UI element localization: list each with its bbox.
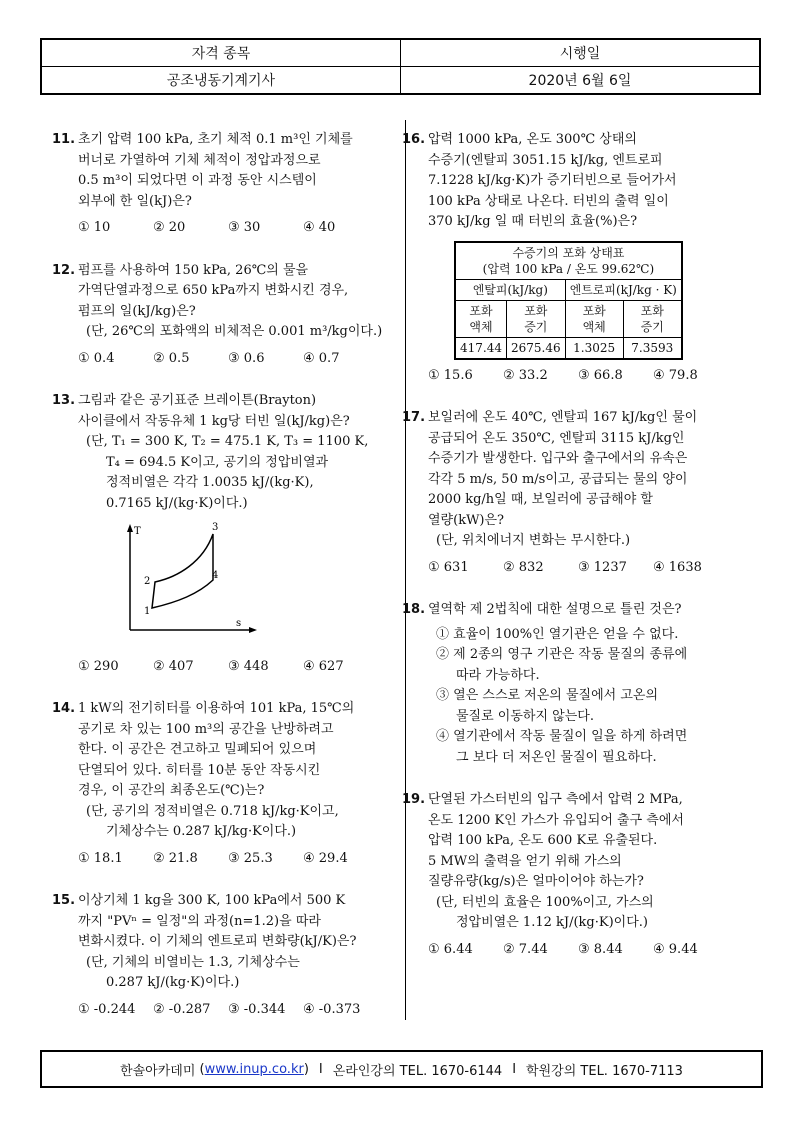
question-14	[52, 699, 396, 869]
question-condition: (단, 공기의 정적비열은 0.718 kJ/kg·K이고,	[86, 803, 339, 819]
question-text-line: 5 MW의 출력을 얻기 위해 가스의	[428, 853, 622, 869]
table-title-text: 수증기의 포화 상태표	[512, 245, 625, 260]
footer: 한솔아카데미 ( www.inup.co.kr ) I 온라인강의 TEL. 1670-6144 I 학원강의 TEL. 1670-7113	[40, 1050, 763, 1088]
option-4[interactable]: ④ 627	[303, 658, 344, 674]
table-cell: 7.3593	[623, 337, 682, 359]
answer-options	[78, 849, 396, 870]
column-divider	[405, 120, 406, 1020]
question-text-line: 보일러에 온도 40℃, 엔탈피 167 kJ/kg인 물이	[428, 410, 698, 425]
state-point-1: 1	[144, 606, 151, 617]
question-18	[402, 600, 758, 768]
question-condition: 0.287 kJ/(kg·K)이다.)	[106, 975, 240, 990]
question-number: 16.	[402, 132, 426, 147]
question-text-line: 수증기(엔탈피 3051.15 kJ/kg, 엔트로피	[428, 152, 663, 168]
question-text-line: 공기로 차 있는 100 m³의 공간을 난방하려고	[78, 721, 334, 737]
option-1[interactable]: ① 18.1	[78, 850, 123, 866]
question-text-line: 질량유량(kg/s)은 얼마이어야 하는가?	[428, 874, 644, 889]
question-text-line: 370 kJ/kg 일 때 터빈의 효율(%)은?	[428, 214, 638, 229]
option-3[interactable]: ③ 8.44	[578, 941, 623, 957]
option-2[interactable]: ② 832	[503, 559, 544, 575]
answer-options	[78, 218, 396, 239]
table-cell: 1.3025	[565, 337, 623, 359]
question-text-line: 공급되어 온도 350℃, 엔탈피 3115 kJ/kg인	[428, 430, 685, 446]
question-condition: T₄ = 694.5 K이고, 공기의 정압비열과	[106, 454, 329, 470]
footer-separator: I	[512, 1061, 517, 1077]
subheader-line: 증기	[640, 319, 664, 334]
subheader-line: 포화	[582, 303, 606, 318]
question-condition: (단, 기체의 비열비는 1.3, 기체상수는	[86, 954, 300, 970]
header-table	[40, 38, 761, 95]
header-label-subject: 자격 종목	[41, 39, 401, 67]
header-label-date: 시행일	[401, 39, 761, 67]
choice-3-cont: 물질로 이동하지 않는다.	[456, 708, 594, 724]
footer-offline: 학원강의 TEL. 1670-7113	[526, 1063, 683, 1079]
question-number: 17.	[402, 410, 426, 425]
footer-url-link[interactable]: www.inup.co.kr	[204, 1061, 304, 1077]
option-1[interactable]: ① 10	[78, 220, 111, 235]
axis-label-t: T	[134, 526, 141, 537]
question-number: 11.	[52, 132, 76, 147]
question-text-line: 외부에 한 일(kJ)은?	[78, 193, 192, 209]
header-subject: 공조냉동기계기사	[41, 67, 401, 95]
question-13	[52, 391, 396, 677]
question-11	[52, 130, 396, 239]
question-text-line: 100 kPa 상태로 나온다. 터빈의 출력 일이	[428, 193, 669, 209]
option-3[interactable]: ③ 448	[228, 658, 269, 674]
question-number: 12.	[52, 262, 76, 278]
option-1[interactable]: ① 6.44	[428, 941, 473, 957]
table-subheader	[455, 300, 507, 337]
table-subheader	[623, 300, 682, 337]
option-1[interactable]: ① 15.6	[428, 367, 473, 383]
table-cell: 2675.46	[507, 337, 566, 359]
table-header-enthalpy: 엔탈피(kJ/kg)	[455, 279, 565, 300]
question-text-line: 그림과 같은 공기표준 브레이튼(Brayton)	[78, 393, 317, 408]
option-2[interactable]: ② 7.44	[503, 941, 548, 957]
question-condition: 정압비열은 1.12 kJ/(kg·K)이다.)	[456, 915, 648, 930]
right-column	[402, 130, 758, 960]
question-text-line: 까지 "PVⁿ = 일정"의 과정(n=1.2)을 따라	[78, 913, 321, 929]
question-text-line: 각각 5 m/s, 50 m/s이고, 공급되는 물의 양이	[428, 471, 688, 487]
question-text-line: 압력 100 kPa, 온도 600 K로 유출된다.	[428, 833, 658, 848]
choice-2-cont: 따라 가능하다.	[456, 667, 540, 683]
choice-1[interactable]: ① 효율이 100%인 열기관은 얻을 수 없다.	[436, 626, 679, 642]
question-text-line: 수증기가 발생한다. 입구와 출구에서의 유속은	[428, 451, 688, 466]
question-text-line: 온도 1200 K인 가스가 유입되어 출구 측에서	[428, 812, 684, 828]
option-3[interactable]: ③ 1237	[578, 559, 627, 575]
question-text-line: 0.5 m³이 되었다면 이 과정 동안 시스템이	[78, 173, 317, 188]
question-condition: (단, T₁ = 300 K, T₂ = 475.1 K, T₃ = 1100 K,	[86, 434, 369, 449]
answer-options	[428, 366, 758, 387]
option-3[interactable]: ③ 25.3	[228, 850, 273, 866]
question-condition: (단, 위치에너지 변화는 무시한다.)	[436, 533, 631, 548]
question-condition: (단, 26℃의 포화액의 비체적은 0.001 m³/kg이다.)	[86, 324, 383, 339]
table-subheader	[565, 300, 623, 337]
answer-options	[78, 657, 396, 678]
choice-2[interactable]: ② 제 2종의 영구 기관은 작동 물질의 종류에	[436, 647, 688, 662]
answer-options	[78, 349, 396, 370]
option-2[interactable]: ② 21.8	[153, 850, 198, 866]
option-2[interactable]: ② 33.2	[503, 367, 548, 383]
question-text-line: 이상기체 1 kg을 300 K, 100 kPa에서 500 K	[78, 893, 346, 908]
header-date: 2020년 6월 6일	[401, 67, 761, 95]
option-4[interactable]: ④ 0.7	[303, 350, 340, 366]
question-text-line: 경우, 이 공간의 최종온도(℃)는?	[78, 783, 265, 798]
left-column	[52, 130, 396, 1020]
table-subheader	[507, 300, 566, 337]
option-1[interactable]: ① 631	[428, 559, 469, 575]
option-2[interactable]: ② 407	[153, 658, 194, 674]
option-4[interactable]: ④ 9.44	[653, 941, 698, 957]
question-text-line: 열역학 제 2법칙에 대한 설명으로 틀린 것은?	[428, 602, 682, 617]
question-text-line: 압력 1000 kPa, 온도 300℃ 상태의	[428, 132, 637, 147]
question-text-line: 버너로 가열하여 기체 체적이 정압과정으로	[78, 152, 321, 168]
option-2[interactable]: ② -0.287	[153, 1001, 211, 1017]
option-4[interactable]: ④ 1638	[653, 559, 702, 575]
subheader-line: 액체	[469, 319, 493, 334]
question-text-line: 초기 압력 100 kPa, 초기 체적 0.1 m³인 기체를	[78, 132, 353, 147]
footer-online: 온라인강의 TEL. 1670-6144	[332, 1063, 503, 1079]
question-text-line: 한다. 이 공간은 견고하고 밀폐되어 있으며	[78, 742, 317, 757]
option-1[interactable]: ① 0.4	[78, 350, 115, 366]
option-4[interactable]: ④ 40	[303, 220, 336, 235]
option-3[interactable]: ③ 0.6	[228, 350, 265, 366]
option-1[interactable]: ① 290	[78, 658, 119, 674]
question-text-line: 열량(kW)은?	[428, 512, 505, 528]
option-4[interactable]: ④ 79.8	[653, 367, 698, 383]
state-point-4: 4	[212, 570, 219, 581]
question-text-line: 2000 kg/h일 때, 보일러에 공급해야 할	[428, 492, 653, 507]
question-number: 19.	[402, 792, 426, 807]
axis-label-s: s	[236, 618, 242, 629]
question-12	[52, 261, 396, 370]
answer-options	[78, 1000, 396, 1021]
answer-options	[428, 558, 758, 579]
question-17	[402, 408, 758, 578]
subheader-line: 포화	[640, 303, 664, 318]
question-text-line: 7.1228 kJ/kg·K)가 증기터빈으로 들어가서	[428, 173, 677, 188]
answer-options	[428, 940, 758, 961]
question-text-line: 변화시켰다. 이 기체의 엔트로피 변화량(kJ/K)은?	[78, 934, 357, 949]
option-3[interactable]: ③ 30	[228, 220, 261, 235]
option-2[interactable]: ② 0.5	[153, 350, 190, 366]
option-3[interactable]: ③ 66.8	[578, 367, 623, 383]
question-condition: 기체상수는 0.287 kJ/kg·K이다.)	[106, 824, 297, 839]
question-15	[52, 891, 396, 1020]
option-2[interactable]: ② 20	[153, 220, 186, 235]
subheader-line: 포화	[524, 303, 548, 318]
question-number: 18.	[402, 602, 426, 617]
choice-4[interactable]: ④ 열기관에서 작동 물질이 일을 하게 하려면	[436, 729, 688, 744]
option-3[interactable]: ③ -0.344	[228, 1001, 286, 1017]
question-text-line: 1 kW의 전기히터를 이용하여 101 kPa, 15℃의	[78, 701, 355, 716]
question-number: 15.	[52, 893, 76, 908]
table-cell: 417.44	[455, 337, 507, 359]
question-19	[402, 790, 758, 960]
option-4[interactable]: ④ -0.373	[303, 1001, 361, 1017]
question-number: 14.	[52, 701, 76, 716]
question-condition: (단, 터빈의 효율은 100%이고, 가스의	[436, 894, 654, 910]
footer-separator: I	[318, 1061, 323, 1077]
option-1[interactable]: ① -0.244	[78, 1001, 136, 1017]
steam-saturation-table	[454, 241, 683, 360]
question-text-line: 가역단열과정으로 650 kPa까지 변화시킨 경우,	[78, 283, 349, 298]
table-subtitle-text: (압력 100 kPa / 온도 99.62℃)	[482, 261, 655, 276]
table-title	[455, 242, 682, 280]
option-4[interactable]: ④ 29.4	[303, 850, 348, 866]
question-condition: 정적비열은 각각 1.0035 kJ/(kg·K),	[106, 475, 314, 490]
question-condition: 0.7165 kJ/(kg·K)이다.)	[106, 495, 248, 511]
question-text-line: 단열되어 있다. 히터를 10분 동안 작동시킨	[78, 762, 321, 778]
question-number: 13.	[52, 393, 76, 408]
footer-academy: 한솔아카데미	[120, 1063, 196, 1079]
question-text-line: 사이클에서 작동유체 1 kg당 터빈 일(kJ/kg)은?	[78, 413, 350, 429]
choice-3[interactable]: ③ 열은 스스로 저온의 물질에서 고온의	[436, 688, 659, 703]
subheader-line: 증기	[524, 319, 548, 334]
table-header-entropy: 엔트로피(kJ/kg · K)	[565, 279, 682, 300]
question-16	[402, 130, 758, 386]
brayton-ts-diagram	[108, 522, 258, 637]
subheader-line: 포화	[469, 303, 493, 318]
state-point-3: 3	[212, 522, 219, 533]
subheader-line: 액체	[582, 319, 606, 334]
choice-4-cont: 그 보다 더 저온인 물질이 필요하다.	[456, 749, 657, 765]
question-text-line: 펌프를 사용하여 150 kPa, 26℃의 물을	[78, 262, 309, 278]
question-text-line: 펌프의 일(kJ/kg)은?	[78, 303, 196, 319]
question-text-line: 단열된 가스터빈의 입구 측에서 압력 2 MPa,	[428, 792, 683, 807]
state-point-2: 2	[144, 576, 151, 587]
